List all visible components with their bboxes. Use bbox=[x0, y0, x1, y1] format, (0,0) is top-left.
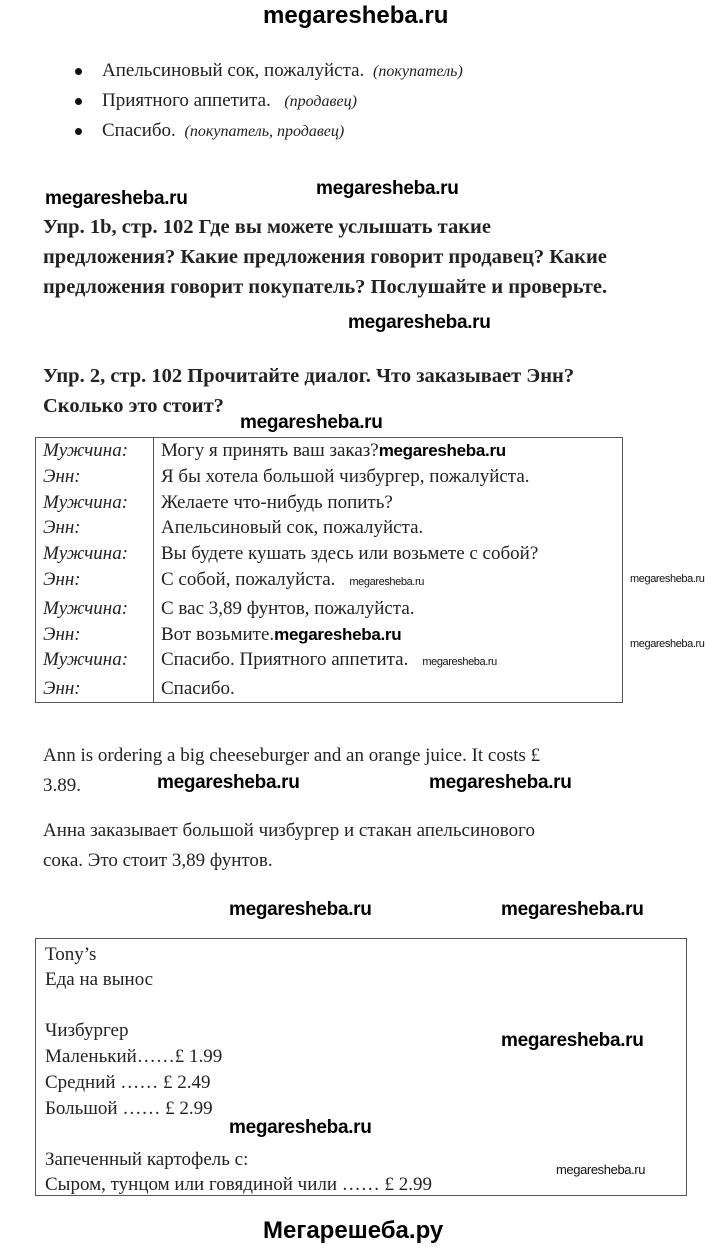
dialog-speaker: Мужчина: bbox=[36, 490, 154, 516]
dialog-line: Апельсиновый сок, пожалуйста. bbox=[161, 517, 424, 539]
bullet-role: (покупатель, продавец) bbox=[184, 123, 345, 140]
answer-russian bbox=[43, 816, 693, 876]
dialog-speaker: Мужчина: bbox=[36, 438, 154, 464]
menu-section-cheeseburger: Чизбургер bbox=[45, 1020, 129, 1041]
exercise-1b-line: предложения говорит покупатель? Послушайте и проверьте. bbox=[43, 276, 608, 298]
dialog-line: Вы будете кушать здесь или возьмете с собой? bbox=[161, 543, 539, 565]
watermark-small: megaresheba.ru bbox=[556, 1162, 646, 1177]
watermark: megaresheba.ru bbox=[157, 772, 300, 793]
watermark-small: megaresheba.ru bbox=[630, 638, 705, 650]
watermark: megaresheba.ru bbox=[501, 1030, 644, 1051]
watermark: megaresheba.ru bbox=[45, 188, 188, 209]
menu-subtitle: Еда на вынос bbox=[45, 969, 154, 990]
dialog-speaker: Энн: bbox=[36, 567, 154, 596]
dialog-cell bbox=[154, 622, 623, 648]
watermark-small: megaresheba.ru bbox=[630, 573, 705, 585]
watermark-small: megaresheba.ru bbox=[422, 656, 497, 669]
dialog-row bbox=[36, 490, 623, 516]
dialog-row bbox=[36, 438, 623, 464]
dialog-speaker: Мужчина: bbox=[36, 596, 154, 622]
dialog-line: С собой, пожалуйста. bbox=[161, 568, 336, 590]
dialog-cell bbox=[154, 567, 623, 596]
dialog-line: Могу я принять ваш заказ? bbox=[161, 440, 379, 461]
watermark: megaresheba.ru bbox=[429, 772, 572, 793]
watermark: megaresheba.ru bbox=[501, 899, 644, 920]
watermark: megaresheba.ru bbox=[378, 441, 506, 460]
watermark: megaresheba.ru bbox=[348, 312, 491, 333]
bullet-role: (продавец) bbox=[284, 93, 357, 110]
dialog-cell bbox=[154, 541, 623, 567]
bullet-item bbox=[72, 86, 463, 116]
dialog-table bbox=[35, 437, 623, 703]
menu-item: Сыром, тунцом или говядиной чили …… £ 2.99 bbox=[45, 1174, 433, 1195]
answer-english-line: Ann is ordering a big cheeseburger and an orange juice. It costs £ bbox=[43, 745, 541, 766]
exercise-1b-heading bbox=[43, 212, 713, 302]
bullet-icon bbox=[75, 128, 82, 135]
answer-russian-line: сока. Это стоит 3,89 фунтов. bbox=[43, 850, 273, 871]
dialog-line: Я бы хотела большой чизбургер, пожалуйста. bbox=[161, 465, 530, 487]
dialog-speaker: Энн: bbox=[36, 622, 154, 648]
exercise-1b-line: Упр. 1b, стр. 102 Где вы можете услышать такие bbox=[43, 216, 491, 238]
dialog-cell bbox=[154, 490, 623, 516]
takeaway-menu bbox=[35, 938, 687, 1196]
bullet-item bbox=[72, 116, 463, 146]
dialog-row bbox=[36, 596, 623, 622]
answer-english-line-2 bbox=[43, 771, 693, 801]
dialog-speaker: Мужчина: bbox=[36, 541, 154, 567]
exercise-2-line: Упр. 2, стр. 102 Прочитайте диалог. Что заказывает Энн? bbox=[43, 365, 575, 387]
dialog-line: С вас 3,89 фунтов, пожалуйста. bbox=[161, 597, 415, 619]
menu-section-potato: Запеченный картофель с: bbox=[45, 1149, 249, 1170]
menu-title: Tony’s bbox=[45, 944, 97, 965]
bullet-icon bbox=[75, 98, 82, 105]
dialog-speaker: Энн: bbox=[36, 515, 154, 541]
menu-item: Большой …… £ 2.99 bbox=[45, 1098, 213, 1119]
dialog-row bbox=[36, 567, 623, 596]
menu-item: Средний …… £ 2.49 bbox=[45, 1072, 211, 1093]
dialog-speaker: Энн: bbox=[36, 464, 154, 490]
dialog-row bbox=[36, 676, 623, 702]
watermark: megaresheba.ru bbox=[229, 899, 372, 920]
bullet-phrase: Приятного аппетита. bbox=[102, 90, 271, 111]
header-watermark: megaresheba.ru bbox=[263, 2, 449, 29]
bullet-icon bbox=[75, 68, 82, 75]
watermark: megaresheba.ru bbox=[274, 624, 402, 644]
dialog-line: Спасибо. Приятного аппетита. bbox=[161, 649, 409, 671]
answer-bullet-list bbox=[72, 56, 463, 146]
footer-watermark: Мегарешеба.ру bbox=[263, 1217, 444, 1244]
answer-russian-line: Анна заказывает большой чизбургер и стакан апельсинового bbox=[43, 820, 535, 841]
dialog-row bbox=[36, 622, 623, 648]
watermark: megaresheba.ru bbox=[316, 178, 459, 199]
menu-item: Маленький……£ 1.99 bbox=[45, 1046, 223, 1067]
dialog-cell bbox=[154, 438, 623, 464]
dialog-line: Вот возьмите. bbox=[161, 623, 275, 645]
dialog-line: Спасибо. bbox=[161, 678, 235, 700]
answer-english-line: 3.89. bbox=[43, 775, 81, 796]
dialog-cell bbox=[154, 596, 623, 622]
dialog-speaker: Мужчина: bbox=[36, 647, 154, 676]
dialog-row bbox=[36, 464, 623, 490]
bullet-phrase: Спасибо. bbox=[102, 120, 176, 141]
watermark: megaresheba.ru bbox=[229, 1117, 372, 1138]
dialog-row bbox=[36, 541, 623, 567]
dialog-cell bbox=[154, 464, 623, 490]
dialog-row bbox=[36, 515, 623, 541]
dialog-cell bbox=[154, 515, 623, 541]
bullet-item bbox=[72, 56, 463, 86]
answer-english bbox=[43, 741, 693, 801]
dialog-cell bbox=[154, 676, 623, 702]
dialog-speaker: Энн: bbox=[36, 676, 154, 702]
exercise-2-line: Сколько это стоит? bbox=[43, 395, 224, 417]
watermark: megaresheba.ru bbox=[240, 412, 383, 433]
exercise-1b-line: предложения? Какие предложения говорит продавец? Какие bbox=[43, 246, 607, 268]
dialog-line: Желаете что-нибудь попить? bbox=[161, 491, 393, 513]
bullet-phrase: Апельсиновый сок, пожалуйста. bbox=[102, 60, 365, 81]
bullet-role: (покупатель) bbox=[373, 63, 463, 80]
dialog-cell bbox=[154, 647, 623, 676]
dialog-row bbox=[36, 647, 623, 676]
watermark-small: megaresheba.ru bbox=[349, 575, 424, 588]
